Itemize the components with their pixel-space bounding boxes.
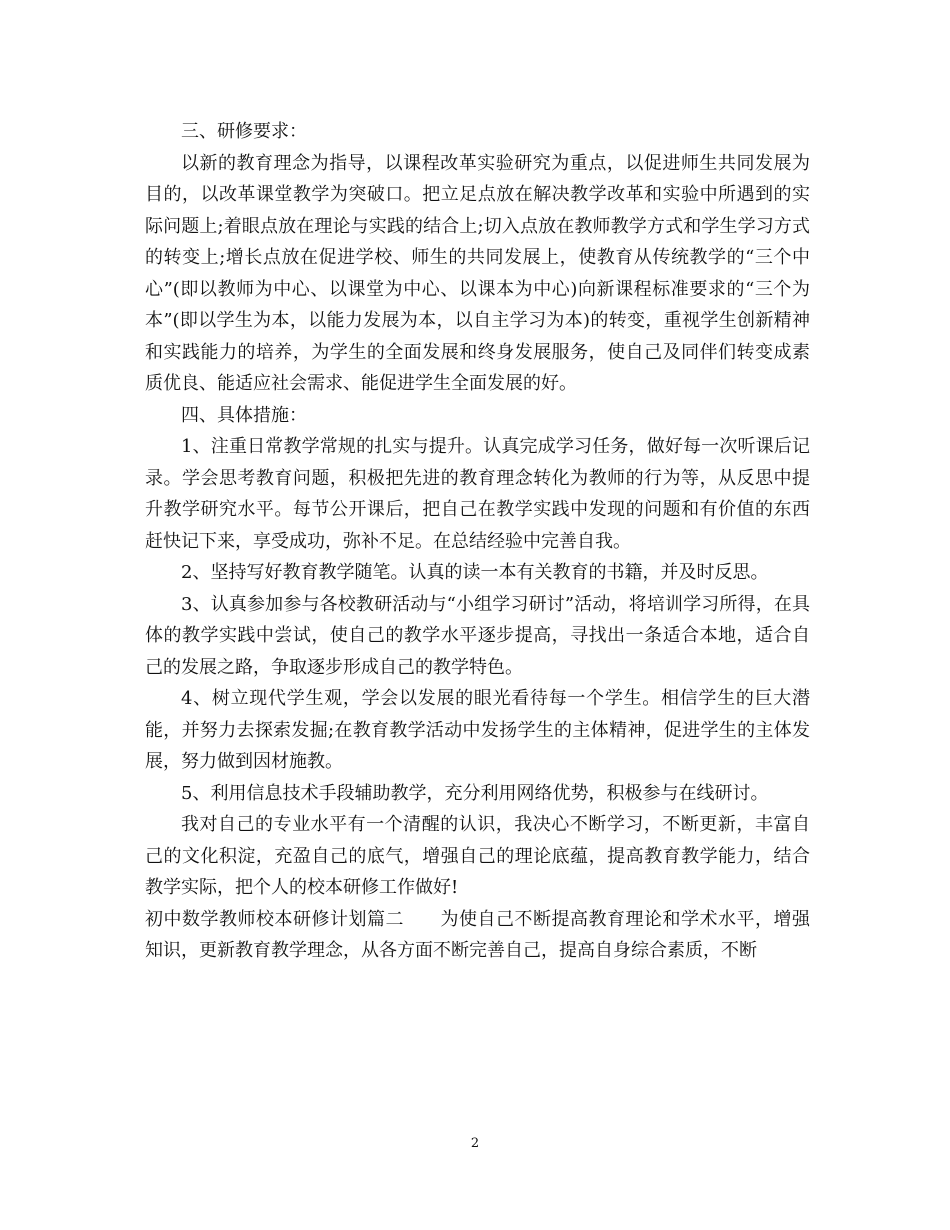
document-body — [145, 116, 810, 967]
measure-item-4: 4、树立现代学生观，学会以发展的眼光看待每一个学生。相信学生的巨大潜能，并努力去探索发掘;在教育教学活动中发扬学生的主体精神，促进学生的主体发展，努力做到因材施教。 — [145, 688, 810, 772]
conclusion-paragraph: 我对自己的专业水平有一个清醒的认识，我决心不断学习，不断更新，丰富自己的文化积淀，充盈自己的底气，增强自己的理论底蕴，提高教育教学能力，结合教学实际，把个人的校本研修工作做好! — [145, 814, 810, 898]
measure-item-1: 1、注重日常教学常规的扎实与提升。认真完成学习任务，做好每一次听课后记录。学会思考教育问题，积极把先进的教育理念转化为教师的行为等，从反思中提升教学研究水平。每节公开课后，把自己在教学实践中发现的问题和有价值的东西赶快记下来，享受成功，弥补不足。在总结经验中完善自我。 — [145, 436, 810, 552]
measure-item-3: 3、认真参加参与各校教研活动与“小组学习研讨”活动，将培训学习所得，在具体的教学实践中尝试，使自己的教学水平逐步提高，寻找出一条适合本地，适合自己的发展之路，争取逐步形成自己的教学特色。 — [145, 593, 810, 678]
page-number: 2 — [470, 1136, 480, 1151]
part-two-title: 初中数学教师校本研修计划篇二 — [145, 908, 404, 930]
section-heading-requirements: 三、研修要求： — [181, 121, 307, 142]
part-two-paragraph — [145, 904, 810, 967]
measure-item-5: 5、利用信息技术手段辅助教学，充分利用网络优势，积极参与在线研讨。 — [181, 782, 769, 804]
requirements-paragraph: 以新的教育理念为指导，以课程改革实验研究为重点，以促进师生共同发展为目的，以改革课堂教学为突破口。把立足点放在解决教学改革和实验中所遇到的实际问题上;着眼点放在理论与实践的结合上;切入点放在教师教学方式和学生学习方式的转变上;增长点放在促进学校、师生的共同发展上，使教育从传统教学的“三个中心”(即以教师为中心、以课堂为中心、以课本为中心)向新课程标准要求的“三个为本”(即以学生为本，以能力发展为本，以自主学习为本)的转变，重视学生创新精神和实践能力的培养，为学生的全面发展和终身发展服务，使自己及同伴们转变成素质优良、能适应社会需求、能促进学生全面发展的好。 — [145, 152, 810, 394]
measure-item-2: 2、坚持写好教育教学随笔。认真的读一本有关教育的书籍，并及时反思。 — [181, 562, 769, 583]
part-two-text: 为使自己不断提高教育理论和学术水平，增强知识，更新教育教学理念，从各方面不断完善自己，提高自身综合素质，不断 — [145, 908, 810, 961]
section-heading-measures: 四、具体措施： — [181, 404, 307, 426]
